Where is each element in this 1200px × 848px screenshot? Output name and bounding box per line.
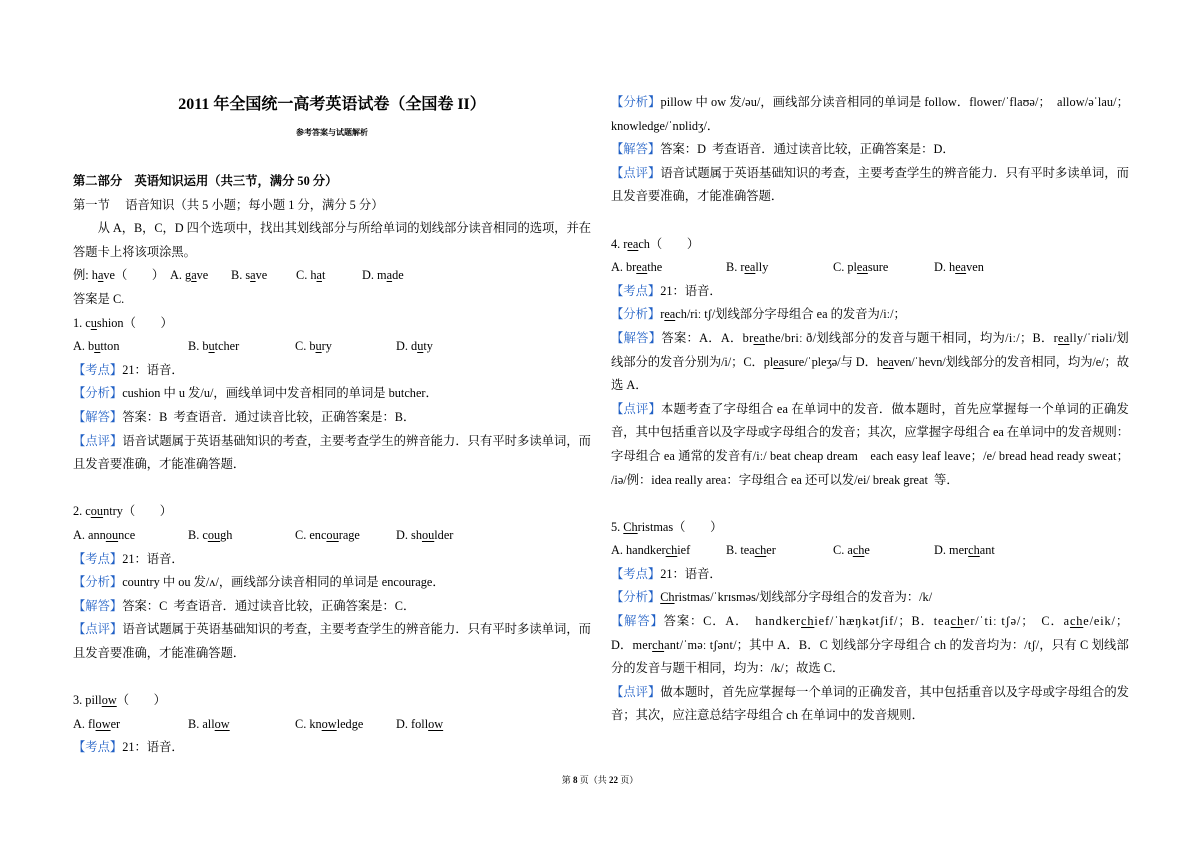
underlined-letters: ea (856, 260, 868, 275)
option-d (396, 524, 591, 548)
text-line (611, 469, 1129, 493)
underlined-letters: ch (652, 637, 665, 652)
underlined-letters: ea (627, 236, 639, 251)
underlined-letters: ou (326, 527, 339, 542)
line-text (611, 355, 1129, 369)
document-title: 2011 年全国统一高考英语试卷（全国卷 II） (178, 96, 486, 113)
underlined-letters: a (191, 268, 197, 283)
document-subtitle: 参考答案与试题解析 (296, 128, 368, 137)
text-run: pillow 中 ow 发/əu/，画线部分读音相同的单词是 follow．flower/ˈflaʊə/； allow/əˈlau/； (660, 95, 1129, 109)
text-run: ven/ˈhevn/划线部分的发音相同，均为/e/；故 (893, 354, 1129, 369)
text-run: D. foll (396, 716, 429, 731)
underlined-letters: u (94, 339, 101, 354)
text-run: A. g (170, 268, 192, 283)
line-text (611, 567, 722, 581)
text-run: 本题考查了字母组合 ea 在单词中的发音．做本题时，首先应掌握每一个单词的正确发 (661, 401, 1129, 416)
underlined-letters: ea (882, 354, 894, 369)
underlined-letters: a (97, 268, 104, 283)
underlined-letters: u (90, 315, 97, 330)
analysis-line (611, 327, 1129, 351)
text-run: 3. pill (73, 693, 102, 708)
underlined-letters: a (250, 268, 256, 283)
text-run: ief (677, 543, 691, 558)
text-run: 2. c (73, 504, 91, 519)
text-run: B. r (726, 260, 745, 275)
line-text (611, 378, 648, 392)
blank-line (73, 477, 591, 501)
text-run: /iə/例：idea really area：字母组合 ea 还可以发/ei/ break great 等． (611, 472, 959, 487)
line-text (73, 198, 384, 212)
text-run: rage (338, 527, 360, 542)
line-text (611, 708, 924, 722)
line-text (611, 449, 1129, 463)
line-text (73, 174, 337, 188)
text-run: 语音试题属于英语基础知识的考查，主要考查学生的辨音能力．只有平时多读单词，而 (122, 622, 591, 637)
text-run: 字母组合 ea 通常的发音有/iː/ beat cheap dream each easy leaf leave；/e/ bread head ready sweat； (611, 448, 1129, 463)
text-run: D. sh (396, 527, 422, 542)
analysis-line (611, 303, 1129, 327)
page-number: 8 (572, 775, 578, 785)
line-text (611, 402, 1129, 416)
line-text (73, 552, 184, 566)
text-run: er/ˈtiː tʃə/； C．a (964, 614, 1070, 629)
option-c (296, 264, 362, 288)
text-run: 5. (611, 519, 624, 534)
option-a (611, 539, 726, 563)
option-b (188, 713, 295, 737)
underlined-letters: ch (968, 543, 980, 558)
text-run: sure (867, 260, 889, 275)
text-run: tcher (214, 339, 240, 354)
text-run: knowledge/ˈnɒlidʒ/． (611, 118, 720, 133)
text-run: 音，其中包括重音以及字母或字母组合的发音；其次，应掌握字母组合 ea 在单词中的发音规则： (611, 425, 1129, 440)
underlined-letters: ou (90, 504, 104, 519)
text-run: 语音试题属于英语基础知识的考查，主要考查学生的辨音能力．只有平时多读单词，而 (122, 433, 591, 448)
page-footer (0, 774, 1200, 786)
text-run: cushion 中 u 发/u/，画线单词中发音相同的单词是 butcher． (122, 386, 438, 401)
question-stem (611, 233, 1129, 257)
analysis-line (611, 610, 1129, 634)
section-tag: 【考点】 (611, 566, 661, 581)
analysis-line (73, 548, 591, 572)
text-run: 答案：D 考查语音．通过读音比较，正确答案是：D． (660, 142, 955, 157)
underlined-letters: ea (753, 330, 765, 345)
underlined-letters: ou (105, 527, 119, 542)
text-run: B. all (188, 716, 215, 731)
text-run: B. tea (726, 543, 755, 558)
option-d (396, 335, 591, 359)
right-column (611, 91, 1129, 728)
text-run: gh (220, 527, 233, 542)
section-tag: 【考点】 (73, 740, 123, 755)
analysis-line (73, 736, 591, 760)
underlined-letters: a (316, 268, 322, 283)
text-run: 选 A． (611, 378, 648, 393)
line-text (73, 292, 124, 306)
option-c (833, 256, 934, 280)
underlined-letters: ch (852, 543, 865, 558)
text-run: 且发音要准确，才能准确答题． (73, 457, 246, 472)
text-run: er (110, 716, 121, 731)
section-tag: 【分析】 (73, 386, 123, 401)
underlined-letters: ea (955, 260, 967, 275)
underlined-letters: ea (773, 354, 784, 369)
text-run: D. m (362, 268, 387, 283)
text-run: 且发音要准确，才能准确答题． (611, 189, 784, 204)
underlined-letters: ea (1058, 330, 1070, 345)
line-text (73, 410, 415, 424)
text-line (611, 657, 1129, 681)
line-text (611, 237, 699, 251)
text-line (73, 288, 591, 312)
text-run: ief/ˈhæŋkətʃif/；B．tea (814, 614, 951, 629)
analysis-line (611, 681, 1129, 705)
option-b (188, 335, 295, 359)
text-run: 答案：C．A． handker (663, 614, 802, 629)
line-text (73, 245, 196, 259)
options-row (73, 264, 591, 288)
text-run: ant (979, 543, 995, 558)
text-run: ry (321, 339, 332, 354)
text-line (73, 453, 591, 477)
option-c (295, 713, 396, 737)
text-line (73, 241, 591, 265)
text-run: 答案：C 考查语音．通过读音比较，正确答案是：C． (122, 598, 416, 613)
text-run: ch（ ） (638, 236, 700, 251)
section-tag: 【考点】 (611, 283, 661, 298)
line-text (611, 638, 1129, 652)
text-run: 且发音要准确，才能准确答题． (73, 645, 246, 660)
text-run: ven (966, 260, 984, 275)
line-text (73, 504, 172, 518)
text-run: lder (434, 527, 454, 542)
section-tag: 【解答】 (611, 614, 664, 629)
line-text (611, 425, 1129, 439)
text-run: 第一节 语音知识（共 5 小题；每小题 1 分，满分 5 分） (73, 197, 384, 212)
underlined-letters: ch (665, 543, 678, 558)
section-tag: 【分析】 (611, 307, 661, 322)
option-a (73, 335, 188, 359)
option-b (231, 264, 296, 288)
line-text (73, 646, 245, 660)
analysis-line (73, 618, 591, 642)
text-run: B. b (188, 339, 209, 354)
option-b (726, 256, 833, 280)
text-run: 分的发音与题干相同，均为：/k/；故选 C． (611, 661, 845, 676)
example-stem (73, 264, 170, 288)
line-text (611, 661, 844, 675)
text-line (611, 421, 1129, 445)
option-a (73, 524, 188, 548)
line-text (611, 142, 955, 156)
text-run: 答案：B 考查语音．通过读音比较，正确答案是：B． (122, 409, 416, 424)
line-text (73, 575, 445, 589)
question-stem (73, 500, 591, 524)
text-run: 第二部分 英语知识运用（共三节，满分 50 分） (73, 174, 338, 188)
text-run: 答案：A．A．br (661, 330, 754, 345)
question-stem (73, 312, 591, 336)
text-run: sure/ˈpleʒə/与 D．h (783, 354, 883, 369)
line-text (611, 590, 932, 604)
text-run: ty (423, 339, 433, 354)
page-total: 22 (609, 775, 618, 785)
section-heading (73, 170, 591, 194)
text-run: 21：语音． (122, 551, 184, 566)
text-line (611, 634, 1129, 658)
text-run: r (660, 307, 665, 322)
text-run: C. b (295, 339, 316, 354)
text-line (611, 185, 1129, 209)
underlined-letters: Ch (623, 519, 638, 534)
text-run: 21：语音． (660, 283, 722, 298)
underlined-letters: ow (321, 716, 337, 731)
line-text (611, 189, 783, 203)
analysis-line (611, 280, 1129, 304)
text-run: ch/riː tʃ/划线部分字母组合 ea 的发音为/iː/； (675, 307, 906, 322)
analysis-line (73, 430, 591, 454)
text-run: 线部分的发音分别为/i/；C．pl (611, 354, 774, 369)
options-row (73, 335, 591, 359)
line-text (611, 166, 1129, 180)
options-row (611, 256, 1129, 280)
options-row (611, 539, 1129, 563)
analysis-line (611, 162, 1129, 186)
text-line (611, 704, 1129, 728)
text-line (611, 374, 1129, 398)
text-run: 21：语音． (122, 740, 184, 755)
line-text (73, 434, 591, 448)
section-tag: 【解答】 (611, 330, 662, 345)
option-d (362, 264, 591, 288)
text-run: ledge (336, 716, 364, 731)
blank-line (611, 209, 1129, 233)
text-run: ve (196, 268, 209, 283)
text-run: ant/ˈməː tʃənt/；其中 A．B．C 划线部分字母组合 ch 的发音均为：/tʃ/，只有 C 划线部 (664, 637, 1129, 652)
text-run: D．mer (611, 637, 653, 652)
underlined-letters: ow (95, 716, 111, 731)
underlined-letters: ch (950, 614, 965, 629)
option-b (726, 539, 833, 563)
section-tag: 【分析】 (73, 575, 123, 590)
text-run: A. b (73, 339, 95, 354)
text-run: country 中 ou 发/ʌ/，画线部分读音相同的单词是 encourage． (122, 575, 445, 590)
line-text (73, 693, 166, 707)
analysis-line (611, 138, 1129, 162)
footer-suffix: 页） (618, 775, 639, 785)
text-run: （ ） (116, 693, 166, 708)
section-tag: 【分析】 (611, 590, 661, 605)
text-run: ntry（ ） (103, 504, 173, 519)
underlined-letters: ea (744, 260, 756, 275)
option-d (934, 539, 1129, 563)
section-tag: 【点评】 (611, 684, 661, 699)
text-run: C. kn (295, 716, 322, 731)
text-run: 21：语音． (660, 566, 722, 581)
line-text (73, 599, 415, 613)
analysis-line (611, 563, 1129, 587)
text-run: A. br (611, 260, 637, 275)
underlined-letters: ow (428, 716, 444, 731)
text-run: de (392, 268, 404, 283)
section-tag: 【点评】 (73, 622, 123, 637)
underlined-letters: ch (1069, 614, 1084, 629)
text-run: C. enc (295, 527, 327, 542)
option-d (934, 256, 1129, 280)
option-c (295, 335, 396, 359)
underlined-letters: ou (207, 527, 221, 542)
underlined-letters: a (386, 268, 393, 283)
text-run: tton (100, 339, 120, 354)
text-run: 音；其次，应注意总结字母组合 ch 在单词中的发音规则． (611, 708, 924, 723)
text-run: shion（ ） (96, 315, 173, 330)
line-text (611, 119, 719, 133)
section-tag: 【分析】 (611, 95, 661, 109)
text-run: lly (755, 260, 769, 275)
text-run: 4. r (611, 236, 628, 251)
section-tag: 【解答】 (73, 598, 123, 613)
line-text (611, 685, 1129, 699)
line-text (73, 386, 438, 400)
underlined-letters: u (315, 339, 322, 354)
option-c (295, 524, 396, 548)
text-run: C. h (296, 268, 317, 283)
options-row (73, 524, 591, 548)
underlined-letters: ow (101, 693, 117, 708)
text-run: D. h (934, 260, 956, 275)
text-run: the (647, 260, 663, 275)
underlined-letters: ch (801, 614, 815, 629)
text-line (73, 642, 591, 666)
section-tag: 【点评】 (611, 165, 661, 180)
section-tag: 【解答】 (611, 142, 661, 157)
instruction-paragraph (73, 217, 591, 241)
analysis-line (73, 595, 591, 619)
line-text (611, 284, 722, 298)
section-tag: 【点评】 (611, 401, 662, 416)
line-text (73, 457, 245, 471)
line-text (98, 221, 591, 235)
underlined-letters: ou (421, 527, 435, 542)
text-run: 答案是 C. (73, 291, 125, 306)
text-run: A. ann (73, 527, 106, 542)
underlined-letters: Ch (660, 590, 675, 605)
analysis-line (611, 398, 1129, 422)
text-run: A. fl (73, 716, 96, 731)
line-text (73, 740, 184, 754)
text-run: D. d (396, 339, 418, 354)
text-line (611, 351, 1129, 375)
footer-middle: 页（共 (577, 775, 609, 785)
underlined-letters: u (417, 339, 424, 354)
text-run: 1. c (73, 315, 91, 330)
question-stem (611, 516, 1129, 540)
text-run: C. a (833, 543, 853, 558)
text-line (611, 445, 1129, 469)
text-run: nce (118, 527, 136, 542)
section-tag: 【考点】 (73, 362, 123, 377)
text-run: t (321, 268, 326, 283)
text-run: the/briː ð/划线部分的发音与题干相同，均为/iː/；B．r (764, 330, 1058, 345)
line-text (73, 622, 591, 636)
text-run: ve（ ） (103, 268, 165, 283)
line-text (611, 307, 906, 321)
text-run: e/eik/； (1083, 614, 1129, 629)
text-line (73, 194, 591, 218)
analysis-line (73, 382, 591, 406)
underlined-letters: u (208, 339, 215, 354)
text-run: 答题卡上将该项涂黑。 (73, 244, 196, 259)
question-stem (73, 689, 591, 713)
footer-prefix: 第 (561, 775, 573, 785)
text-run: ristmas（ ） (637, 519, 723, 534)
underlined-letters: ea (636, 260, 648, 275)
text-run: C. pl (833, 260, 857, 275)
underlined-letters: ch (754, 543, 767, 558)
text-run: 语音试题属于英语基础知识的考查，主要考查学生的辨音能力．只有平时多读单词，而 (660, 165, 1129, 180)
line-text (611, 520, 722, 534)
analysis-line (73, 359, 591, 383)
option-a (73, 713, 188, 737)
line-text (611, 331, 1129, 345)
text-run: 做本题时，首先应掌握每一个单词的正确发音，其中包括重音以及字母或字母组合的发 (660, 684, 1129, 699)
line-text (73, 363, 184, 377)
option-a (170, 264, 231, 288)
blank-line (73, 665, 591, 689)
text-run: er (766, 543, 776, 558)
section-tag: 【点评】 (73, 433, 123, 448)
underlined-letters: ow (214, 716, 230, 731)
text-run: ristmas/ˈkrɪsməs/划线部分字母组合的发音为：/k/ (674, 590, 933, 605)
section-tag: 【解答】 (73, 409, 123, 424)
text-run: 例: h (73, 268, 98, 283)
text-run: 从 A，B，C，D 四个选项中，找出其划线部分与所给单词的划线部分读音相同的选项，并在 (97, 221, 591, 236)
text-run: ve (255, 268, 268, 283)
line-text (73, 316, 173, 330)
line-text (611, 614, 1129, 628)
analysis-line (611, 91, 1129, 115)
text-run: D. mer (934, 543, 969, 558)
text-run: B. c (188, 527, 208, 542)
option-a (611, 256, 726, 280)
section-tag: 【考点】 (73, 551, 123, 566)
line-text (611, 95, 1129, 109)
options-row (73, 713, 591, 737)
text-line (611, 115, 1129, 139)
line-text (611, 473, 959, 487)
option-b (188, 524, 295, 548)
blank-line (611, 492, 1129, 516)
left-column (73, 170, 591, 760)
analysis-line (73, 406, 591, 430)
option-d (396, 713, 591, 737)
text-run: 21：语音． (122, 362, 184, 377)
text-run: B. s (231, 268, 251, 283)
analysis-line (611, 586, 1129, 610)
text-run: A. handker (611, 543, 666, 558)
text-run: lly/ˈriəli/划 (1069, 330, 1129, 345)
option-c (833, 539, 934, 563)
text-run: e (864, 543, 870, 558)
underlined-letters: ea (664, 307, 676, 322)
analysis-line (73, 571, 591, 595)
